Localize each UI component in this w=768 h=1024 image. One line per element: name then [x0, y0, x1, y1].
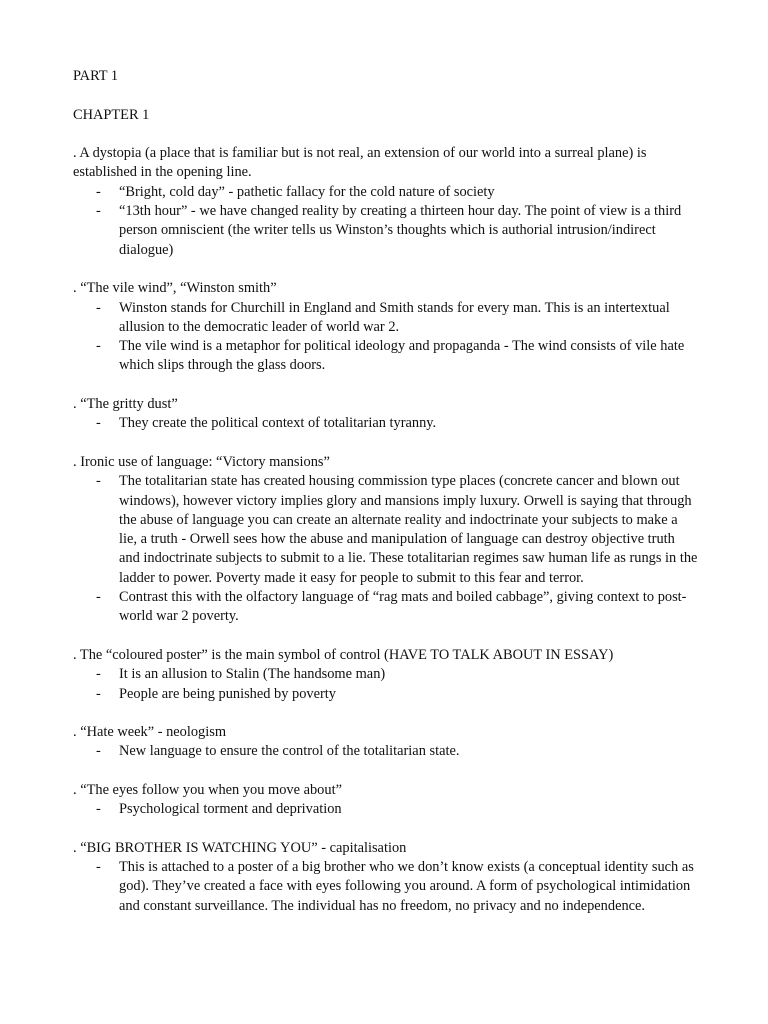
- list-item: [73, 414, 698, 433]
- section-heading: . “Hate week” - neologism: [73, 724, 227, 741]
- list-item-text: Contrast this with the olfactory language of “rag mats and boiled cabbage”, giving context to post-world war 2 poverty.: [119, 589, 687, 625]
- bullet-list: [73, 742, 698, 761]
- bullet-list: [73, 858, 698, 916]
- bullet-list: [73, 472, 698, 626]
- spacer: [73, 376, 698, 395]
- dash-bullet-icon: -: [96, 203, 101, 220]
- section-heading: . Ironic use of language: “Victory mansions”: [73, 453, 330, 470]
- list-item: [73, 858, 698, 916]
- list-item-text: “13th hour” - we have changed reality by creating a thirteen hour day. The point of view is a third person omniscient (the writer tells us Winston’s thoughts which is authorial intrusion/indirect dialogue): [119, 203, 682, 258]
- spacer: [73, 704, 698, 723]
- spacer: [73, 125, 698, 144]
- list-item-text: This is attached to a poster of a big brother who we don’t know exists (a conceptual identity such as god). They’ve created a face with eyes following you around. A form of psychological intimidation and constant surveillance. The individual has no freedom, no privacy and no independence.: [119, 859, 694, 914]
- spacer: [73, 627, 698, 646]
- list-item-text: People are being punished by poverty: [119, 685, 337, 702]
- dash-bullet-icon: -: [96, 801, 101, 818]
- section-heading: . “The vile wind”, “Winston smith”: [73, 280, 277, 297]
- document-page: [73, 67, 698, 916]
- part-title: PART 1: [73, 68, 119, 84]
- dash-bullet-icon: -: [96, 299, 101, 316]
- list-item: [73, 299, 698, 338]
- dash-bullet-icon: -: [96, 338, 101, 355]
- dash-bullet-icon: -: [96, 415, 101, 432]
- note-section: [73, 723, 698, 781]
- dash-bullet-icon: -: [96, 859, 101, 876]
- section-heading: . A dystopia (a place that is familiar but is not real, an extension of our world into a surreal plane) is established in the opening line.: [73, 145, 647, 181]
- spacer: [73, 762, 698, 781]
- list-item: [73, 588, 698, 627]
- bullet-list: [73, 183, 698, 260]
- dash-bullet-icon: -: [96, 666, 101, 683]
- list-item-text: “Bright, cold day” - pathetic fallacy for the cold nature of society: [119, 183, 495, 200]
- list-item-text: The totalitarian state has created housing commission type places (concrete cancer and blown out windows), however victory implies glory and mansions imply luxury. Orwell is saying that through the abuse of language you can create an alternate reality and indoctrinate your subjects to make a lie, a truth - Orwell sees how the abuse and manipulation of language can destroy objective truth and indoctrinate subjects to submit to a lie. These totalitarian regimes saw human life as rungs in the ladder to power. Poverty made it easy for people to submit to this fear and terror.: [119, 473, 698, 586]
- note-section: [73, 395, 698, 453]
- note-section: [73, 646, 698, 723]
- bullet-list: [73, 665, 698, 704]
- section-heading: . The “coloured poster” is the main symbol of control (HAVE TO TALK ABOUT IN ESSAY): [73, 646, 614, 663]
- bullet-list: [73, 414, 698, 433]
- list-item-text: They create the political context of totalitarian tyranny.: [119, 415, 437, 432]
- bullet-list: [73, 299, 698, 376]
- list-item: [73, 800, 698, 819]
- spacer: [73, 86, 698, 105]
- note-section: [73, 144, 698, 279]
- list-item: [73, 202, 698, 260]
- list-item-text: Winston stands for Churchill in England and Smith stands for every man. This is an intertextual allusion to the democratic leader of world war 2.: [119, 299, 670, 335]
- dash-bullet-icon: -: [96, 473, 101, 490]
- list-item: [73, 665, 698, 684]
- spacer: [73, 434, 698, 453]
- section-heading: . “The gritty dust”: [73, 396, 178, 413]
- list-item: [73, 685, 698, 704]
- list-item-text: It is an allusion to Stalin (The handsome man): [119, 666, 386, 683]
- section-heading: . “BIG BROTHER IS WATCHING YOU” - capitalisation: [73, 839, 407, 856]
- note-section: [73, 781, 698, 839]
- dash-bullet-icon: -: [96, 589, 101, 606]
- chapter-title: CHAPTER 1: [73, 106, 150, 123]
- list-item-text: The vile wind is a metaphor for political ideology and propaganda - The wind consists of vile hate which slips through the glass doors.: [119, 338, 685, 374]
- list-item-text: New language to ensure the control of the totalitarian state.: [119, 743, 460, 760]
- spacer: [73, 820, 698, 839]
- list-item: [73, 337, 698, 376]
- note-section: [73, 453, 698, 646]
- notes-body: [73, 144, 698, 916]
- note-section: [73, 279, 698, 395]
- bullet-list: [73, 800, 698, 819]
- dash-bullet-icon: -: [96, 685, 101, 702]
- section-heading: . “The eyes follow you when you move about”: [73, 781, 342, 798]
- dash-bullet-icon: -: [96, 183, 101, 200]
- note-section: [73, 839, 698, 916]
- list-item-text: Psychological torment and deprivation: [119, 801, 342, 818]
- list-item: [73, 183, 698, 202]
- spacer: [73, 260, 698, 279]
- list-item: [73, 742, 698, 761]
- list-item: [73, 472, 698, 588]
- dash-bullet-icon: -: [96, 743, 101, 760]
